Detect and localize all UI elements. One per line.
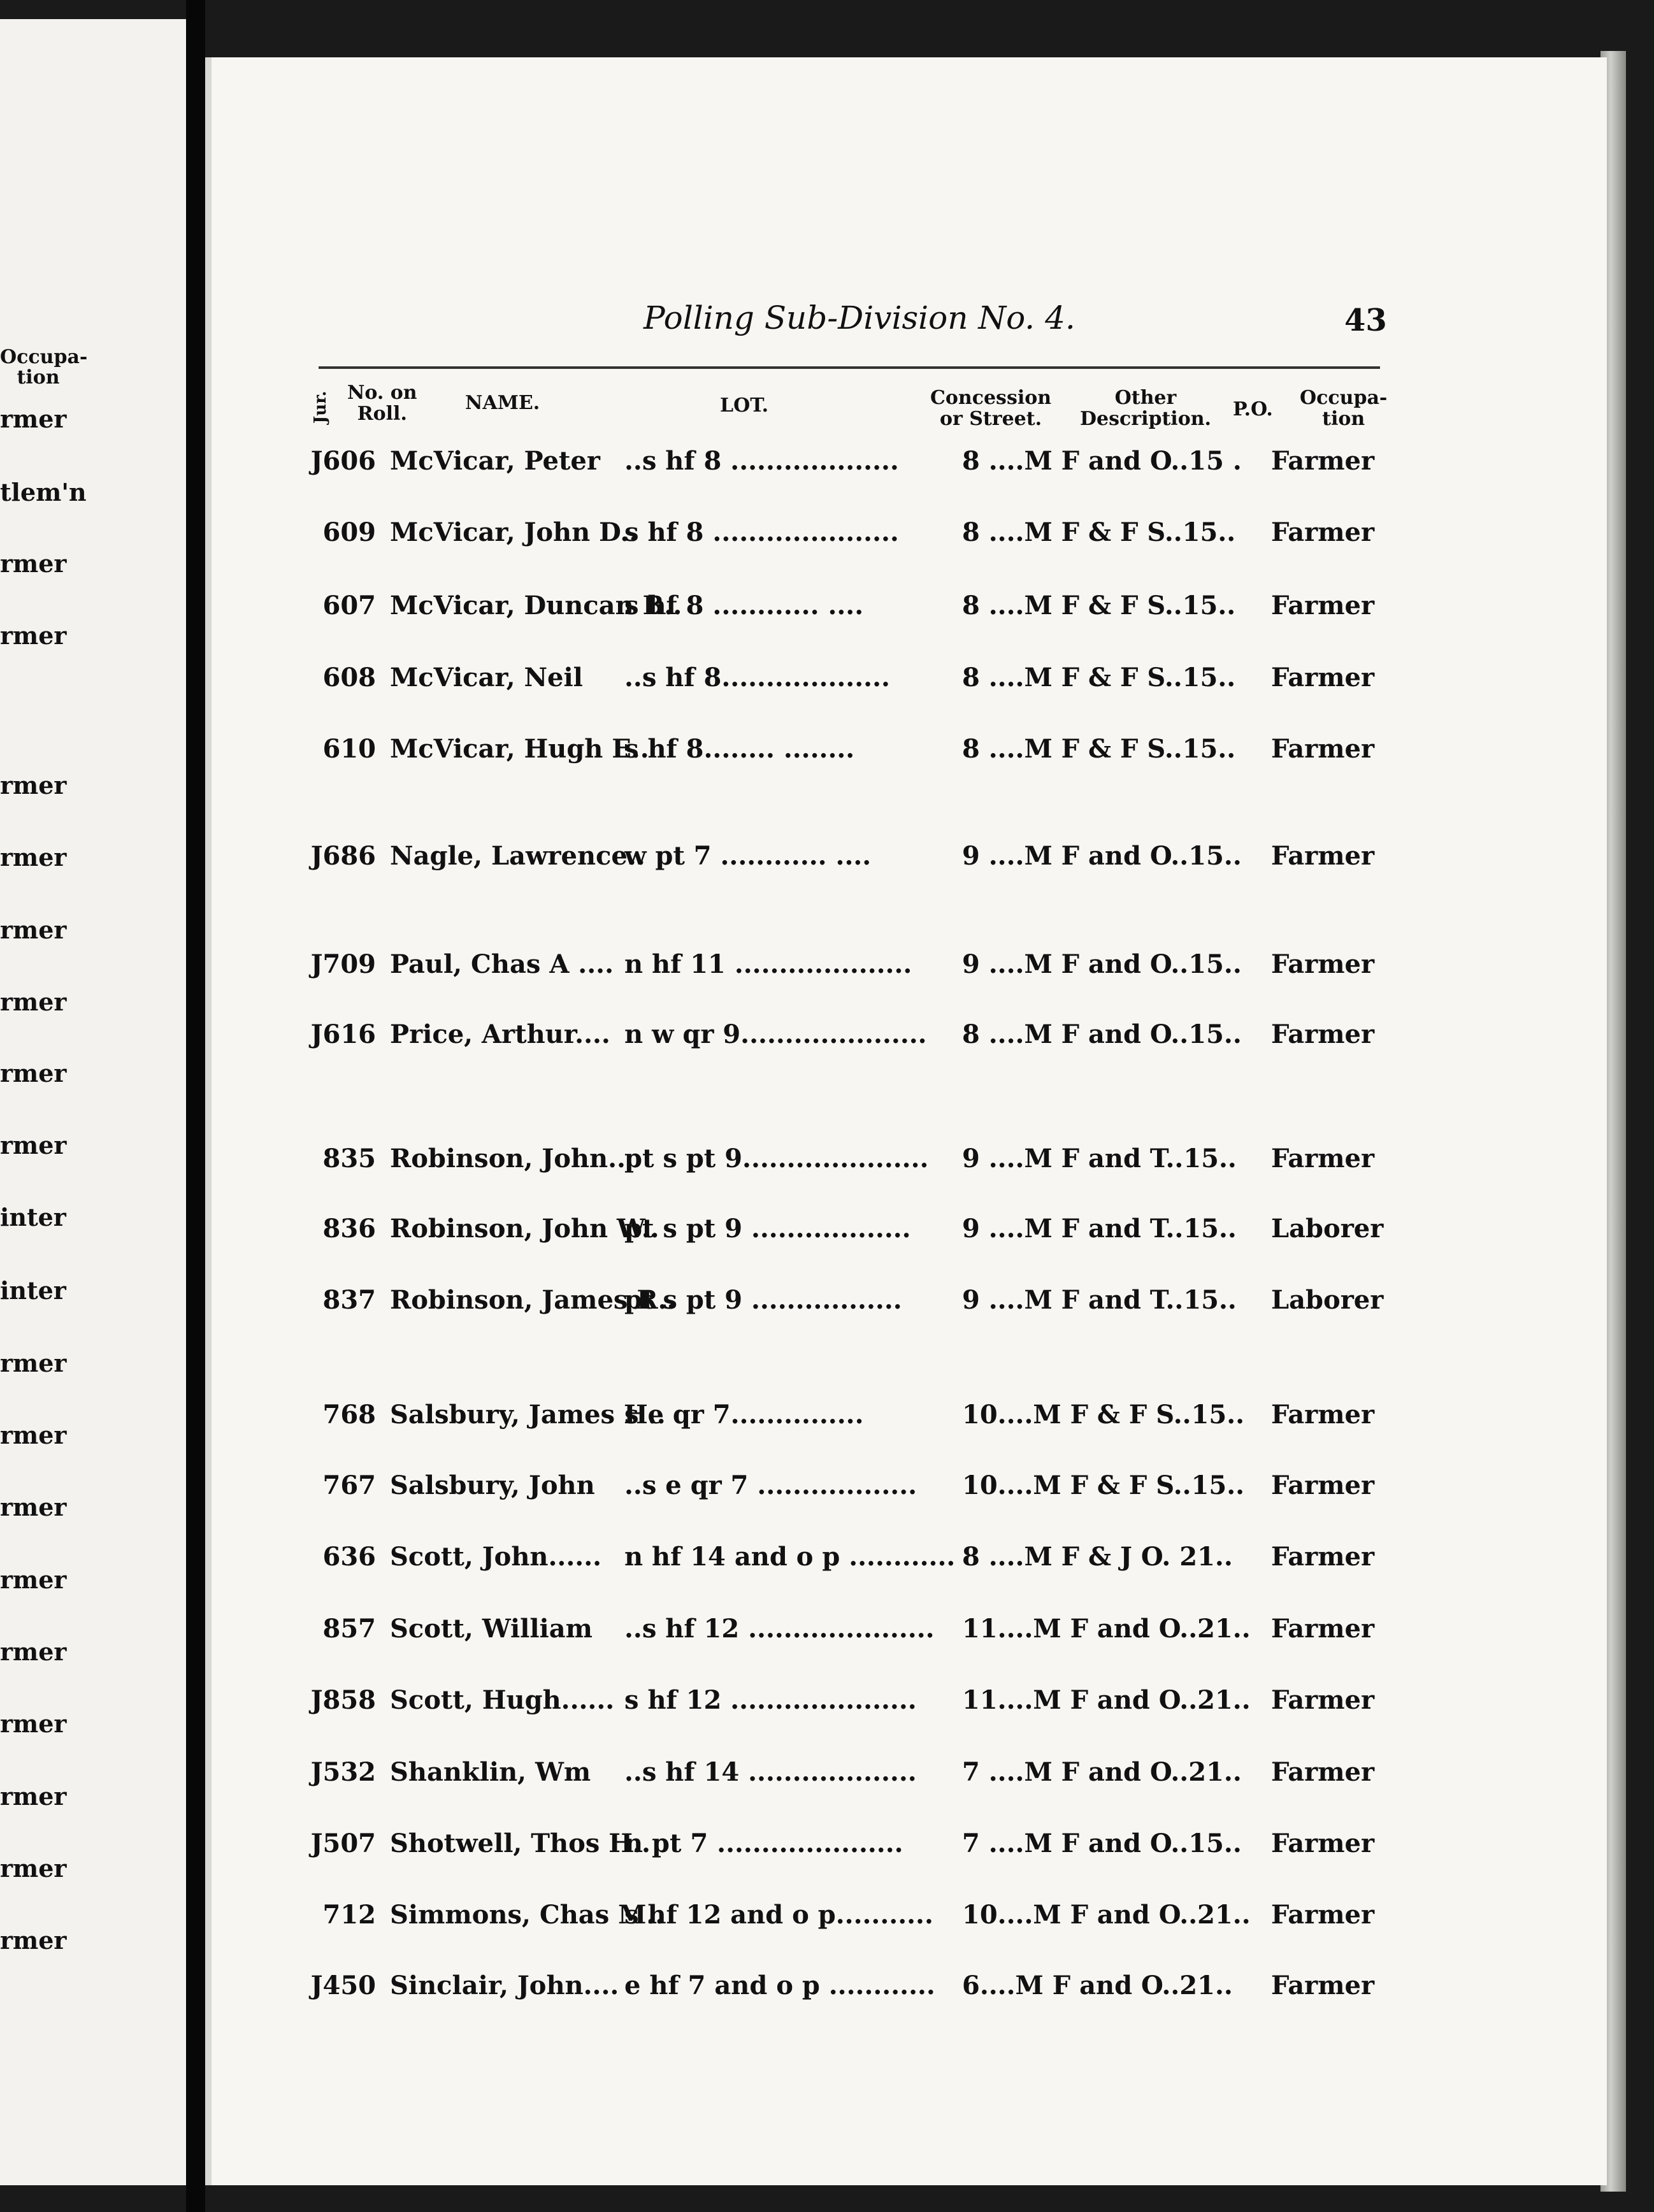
lot-description: s e qr 7............... [624, 1400, 864, 1430]
concession-and-description: 10....M F & F S..15.. [962, 1400, 1245, 1430]
occupation: Farmer [1271, 1614, 1375, 1644]
voter-name: Shotwell, Thos H.. [390, 1828, 651, 1858]
voter-name: Scott, John...... [390, 1542, 602, 1572]
column-header-po: P.O. [1233, 398, 1273, 420]
lot-description: e hf 7 and o p ............ [624, 1971, 935, 2000]
column-header-other-description: Other Description. [1080, 387, 1211, 430]
voter-name: Scott, Hugh...... [390, 1685, 615, 1715]
table-row [306, 1542, 1389, 1580]
occupation: Laborer [1271, 1285, 1384, 1315]
occupation: Laborer [1271, 1214, 1384, 1244]
lot-description: n hf 14 and o p ............ [624, 1542, 956, 1572]
roll-number: 636 [322, 1542, 376, 1572]
occupation: Farmer [1271, 1470, 1375, 1500]
table-row [306, 1144, 1389, 1182]
roll-number: 836 [322, 1214, 376, 1244]
table-row [306, 1971, 1389, 2009]
roll-number: 607 [322, 591, 376, 621]
concession-and-description: 9 ....M F and O..15.. [962, 841, 1242, 871]
header-rule [319, 366, 1380, 369]
lot-description: n w qr 9..................... [624, 1019, 927, 1049]
column-header-roll: No. on Roll. [347, 382, 417, 425]
roll-number: J709 [310, 949, 376, 979]
left-occupation-item: rmer [0, 843, 67, 872]
voter-name: McVicar, Neil [390, 663, 583, 693]
binding-gutter [186, 0, 205, 2212]
lot-description: s hf 8 ..................... [624, 517, 899, 547]
lot-description: ..s hf 8................... [624, 663, 890, 693]
left-occupation-item: rmer [0, 1637, 67, 1666]
table-row [306, 1214, 1389, 1252]
voter-name: Robinson, James R.. [390, 1285, 676, 1315]
lot-description: s hf 8 ............ .... [624, 591, 864, 621]
occupation: Farmer [1271, 1542, 1375, 1572]
roll-number: 608 [322, 663, 376, 693]
left-occupation-item: rmer [0, 916, 67, 944]
left-page [0, 19, 186, 2185]
lot-description: n hf 11 .................... [624, 949, 912, 979]
roll-number: 768 [322, 1400, 376, 1430]
table-row [306, 1019, 1389, 1058]
left-occupation-item: rmer [0, 405, 67, 433]
concession-and-description: 9 ....M F and O..15.. [962, 949, 1242, 979]
column-header-occupation: Occupa- tion [1300, 387, 1388, 430]
roll-number: J606 [310, 446, 376, 476]
occupation: Farmer [1271, 1144, 1375, 1174]
occupation: Farmer [1271, 517, 1375, 547]
left-occupation-item: rmer [0, 549, 67, 578]
left-occupation-item: rmer [0, 1782, 67, 1811]
lot-description: ..s hf 8 ................... [624, 446, 899, 476]
concession-and-description: 9 ....M F and T..15.. [962, 1285, 1237, 1315]
roll-number: 857 [322, 1614, 376, 1644]
roll-number: 835 [322, 1144, 376, 1174]
column-header-jur: Jur. [311, 391, 330, 424]
left-occupation-item: rmer [0, 1131, 67, 1160]
left-occupation-item: rmer [0, 1421, 67, 1449]
left-occupation-item: rmer [0, 771, 67, 800]
roll-number: 837 [322, 1285, 376, 1315]
voter-name: Salsbury, John [390, 1470, 595, 1500]
lot-description: s hf 12 ..................... [624, 1685, 917, 1715]
occupation: Farmer [1271, 1685, 1375, 1715]
voter-name: McVicar, John D.. [390, 517, 638, 547]
left-occupation-item: rmer [0, 1059, 67, 1088]
voter-name: Simmons, Chas M.. [390, 1900, 665, 1930]
table-row [306, 517, 1389, 556]
table-row [306, 841, 1389, 879]
concession-and-description: 7 ....M F and O..15.. [962, 1828, 1242, 1858]
roll-number: J616 [310, 1019, 376, 1049]
voter-name: Shanklin, Wm [390, 1757, 591, 1787]
concession-and-description: 8 ....M F & F S..15.. [962, 517, 1236, 547]
concession-and-description: 8 ....M F and O..15.. [962, 1019, 1242, 1049]
table-row [306, 1900, 1389, 1938]
occupation: Farmer [1271, 841, 1375, 871]
table-row [306, 734, 1389, 772]
lot-description: s hf 8........ ........ [624, 734, 855, 764]
table-row [306, 949, 1389, 988]
table-row [306, 1470, 1389, 1509]
voter-name: Robinson, John.. [390, 1144, 626, 1174]
roll-number: 712 [322, 1900, 376, 1930]
left-occupation-item: inter [0, 1203, 66, 1232]
column-header-concession: Concession or Street. [930, 387, 1052, 430]
lot-description: w pt 7 ............ .... [624, 841, 872, 871]
left-occupation-item: inter [0, 1276, 66, 1305]
table-row [306, 1757, 1389, 1795]
concession-and-description: 9 ....M F and T..15.. [962, 1144, 1237, 1174]
lot-description: n pt 7 ..................... [624, 1828, 903, 1858]
occupation: Farmer [1271, 663, 1375, 693]
left-occupation-item: rmer [0, 988, 67, 1016]
lot-description: ..s e qr 7 .................. [624, 1470, 917, 1500]
voter-name: Robinson, John W.. [390, 1214, 659, 1244]
roll-number: J507 [310, 1828, 376, 1858]
occupation: Farmer [1271, 949, 1375, 979]
voter-name: McVicar, Peter [390, 446, 600, 476]
left-occupation-item: rmer [0, 1349, 67, 1377]
table-row [306, 591, 1389, 629]
roll-number: 609 [322, 517, 376, 547]
occupation: Farmer [1271, 734, 1375, 764]
left-occupation-item: tlem'n [0, 478, 87, 506]
left-occupation-item: rmer [0, 621, 67, 650]
voter-name: Salsbury, James H.. [390, 1400, 666, 1430]
left-occupation-item: rmer [0, 1709, 67, 1738]
table-row [306, 663, 1389, 701]
concession-and-description: 10....M F & F S..15.. [962, 1470, 1245, 1500]
table-row [306, 1400, 1389, 1438]
table-row [306, 1685, 1389, 1723]
concession-and-description: 11....M F and O..21.. [962, 1614, 1251, 1644]
page-number: 43 [1344, 303, 1387, 338]
column-header-lot: LOT. [720, 394, 769, 417]
roll-number: J532 [310, 1757, 376, 1787]
occupation: Farmer [1271, 1900, 1375, 1930]
occupation: Farmer [1271, 1019, 1375, 1049]
left-occupation-item: rmer [0, 1854, 67, 1883]
table-row [306, 1614, 1389, 1652]
voter-name: Scott, William [390, 1614, 593, 1644]
concession-and-description: 8 ....M F & F S..15.. [962, 663, 1236, 693]
occupation: Farmer [1271, 1971, 1375, 2000]
occupation: Farmer [1271, 446, 1375, 476]
voter-name: Nagle, Lawrence.. [390, 841, 645, 871]
concession-and-description: 8 ....M F & J O. 21.. [962, 1542, 1233, 1572]
lot-description: pt s pt 9 .................. [624, 1214, 911, 1244]
voter-name: McVicar, Duncan B.. [390, 591, 682, 621]
occupation: Farmer [1271, 1828, 1375, 1858]
voter-name: Price, Arthur.... [390, 1019, 610, 1049]
occupation: Farmer [1271, 1400, 1375, 1430]
concession-and-description: 9 ....M F and T..15.. [962, 1214, 1237, 1244]
lot-description: ..s hf 14 ................... [624, 1757, 917, 1787]
occupation: Farmer [1271, 591, 1375, 621]
concession-and-description: 8 ....M F and O..15 . [962, 446, 1242, 476]
lot-description: pt s pt 9 ................. [624, 1285, 902, 1315]
left-occupation-header: Occupa- tion [0, 346, 88, 389]
page-title: Polling Sub-Division No. 4. [644, 299, 1075, 336]
concession-and-description: 11....M F and O..21.. [962, 1685, 1251, 1715]
column-header-name: NAME. [465, 392, 540, 414]
lot-description: s hf 12 and o p........... [624, 1900, 933, 1930]
lot-description: pt s pt 9..................... [624, 1144, 929, 1174]
concession-and-description: 8 ....M F & F S..15.. [962, 591, 1236, 621]
roll-number: J858 [310, 1685, 376, 1715]
table-row [306, 1285, 1389, 1323]
left-occupation-item: rmer [0, 1493, 67, 1521]
concession-and-description: 7 ....M F and O..21.. [962, 1757, 1242, 1787]
occupation: Farmer [1271, 1757, 1375, 1787]
table-row [306, 1828, 1389, 1867]
lot-description: ..s hf 12 ..................... [624, 1614, 935, 1644]
voter-name: Paul, Chas A .... [390, 949, 614, 979]
concession-and-description: 10....M F and O..21.. [962, 1900, 1251, 1930]
table-row [306, 446, 1389, 484]
roll-number: J686 [310, 841, 376, 871]
left-occupation-item: rmer [0, 1926, 67, 1955]
concession-and-description: 6....M F and O..21.. [962, 1971, 1233, 2000]
concession-and-description: 8 ....M F & F S..15.. [962, 734, 1236, 764]
roll-number: J450 [310, 1971, 376, 2000]
voter-name: McVicar, Hugh E.. [390, 734, 649, 764]
roll-number: 610 [322, 734, 376, 764]
left-occupation-item: rmer [0, 1565, 67, 1594]
roll-number: 767 [322, 1470, 376, 1500]
voter-name: Sinclair, John.... [390, 1971, 619, 2000]
